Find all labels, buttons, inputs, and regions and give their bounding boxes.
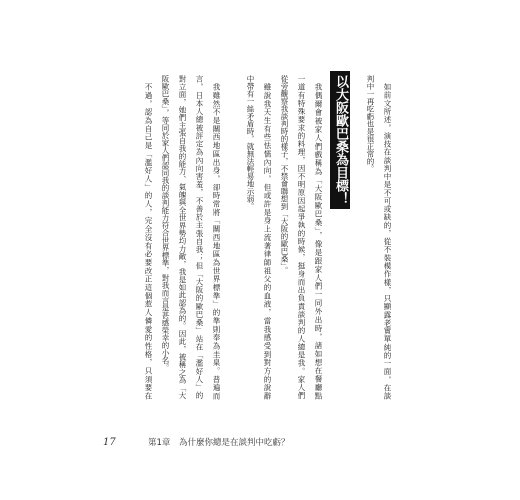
text-column: 我雖然不是關西地區出身，卻時常將「關西地區為世界標準」的準則奉為圭臬。普遍而 — [212, 82, 221, 399]
text-column: 我偶爾會被家人們戲稱為「大阪歐巴桑」，像是跟家人們一同外出時，諸如想在餐廳點 — [314, 82, 323, 399]
text-column: 判中一再吃虧也是很正常的。 — [366, 75, 375, 173]
text-column: 阪歐巴桑」，等同於家人們認同我的談判能力符合世界標準，對我而言是甚感榮幸的小名。 — [161, 75, 170, 372]
text-column: 言，日本人總被評定為內向害羞，不善於主張自我；但「大阪的歐巴桑」站在「濫好人」的 — [195, 75, 204, 399]
text-column: 從旁觀察我談判時的樣子，不禁會聯想到「大阪的歐巴桑」。 — [280, 75, 289, 274]
page-number: 17 — [103, 437, 116, 448]
section-heading: 以大阪歐巴桑為目標！ — [330, 71, 350, 209]
chapter-title: 為什麼你總是在談判中吃虧？ — [179, 438, 290, 448]
text-column: 對立面，她們主張自我的能力、氣魄與全世界勢均力敵，我是如此認為的。因此，被稱之為「大 — [178, 75, 187, 399]
text-column: 中帶有一絲矛盾時，就無法輕易地示弱。 — [246, 75, 255, 210]
text-column: 如前文所述，演技在談判中是不可或缺的，從不裝模作樣，只顯露老實單純的一面，在談 — [383, 82, 392, 399]
text-column: 一道有特殊要求的料理，因不明原因起爭執的時候，挺身而出負責談判的人總是我。家人們 — [297, 75, 306, 399]
text-column: 雖說我天生有些怯懦內向，但或許是身上流著律師祖父的血液，當我感受到對方的說辭 — [263, 82, 272, 399]
chapter-label: 第1章 — [148, 438, 171, 448]
page-footer — [0, 436, 520, 452]
text-column: 不過，認為自己是「濫好人」的人，完全沒有必要改正這個惹人憐愛的性格，只須要在 — [144, 82, 153, 399]
